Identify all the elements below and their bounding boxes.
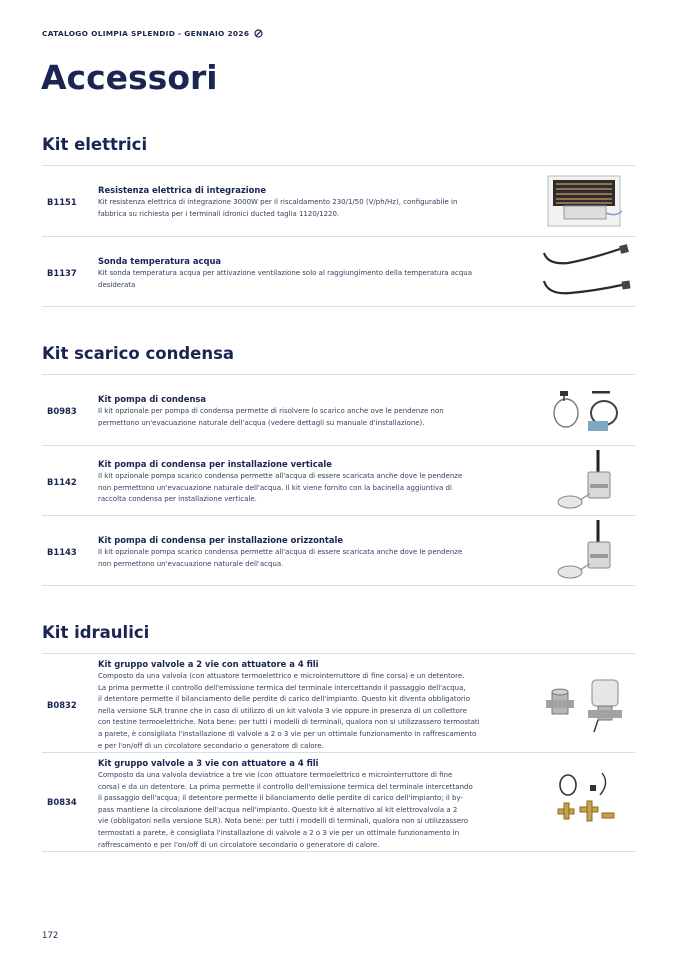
list-item [42, 237, 635, 307]
item-code: B1142 [47, 477, 77, 487]
section-title-kit-scarico-condensa: Kit scarico condensa [42, 344, 235, 363]
item-code: B1151 [47, 197, 77, 207]
item-description: Il kit opzionale per pompa di condensa permette di risolvere lo scarico anche ove le pendenze non permettono un'evacuazione naturale dell'acqua (vedere dettagli su manuale d'installazione). [98, 407, 444, 427]
item-title: Kit pompa di condensa [98, 394, 207, 404]
divider [42, 306, 635, 307]
item-code: B0832 [47, 700, 77, 710]
item-description: Kit resistenza elettrica di integrazione 3000W per il riscaldamento 230/1/50 (V/ph/Hz), configurabile in fabbrica su richiesta per i terminali idronici ducted taglia 1120/1220. [98, 198, 458, 218]
item-description: Il kit opzionale pompa scarico condensa permette all'acqua di essere scaricata anche dove le pendenze non permettono un'evacuazione naturale dell'acqua. Il kit viene fornito con la bacinella aggiuntiva di raccolta condensa per installazione verticale. [98, 472, 463, 504]
item-description: Kit sonda temperatura acqua per attivazione ventilazione solo al raggiungimento della temperatura acqua desiderata [98, 269, 473, 289]
item-code: B0834 [47, 797, 77, 807]
water-probe-image [538, 239, 634, 305]
two-way-valve-kit-image [544, 670, 628, 734]
three-way-valve-kit-image [554, 769, 620, 831]
item-title: Kit pompa di condensa per installazione orizzontale [98, 535, 344, 545]
item-code: B0983 [47, 406, 77, 416]
divider [42, 851, 635, 852]
list-item [42, 166, 635, 236]
catalog-header [42, 29, 263, 38]
list-item [42, 753, 635, 851]
list-item [42, 516, 635, 586]
item-title: Resistenza elettrica di integrazione [98, 185, 267, 195]
item-title: Kit gruppo valvole a 2 vie con attuatore a 4 fili [98, 659, 319, 669]
list-item [42, 654, 635, 752]
page-title: Accessori [41, 58, 218, 97]
divider [42, 585, 635, 586]
item-code: B1143 [47, 547, 77, 557]
item-description: Composto da una valvola (con attuatore termoelettrico e microinterruttore di fine corsa) e un detentore. La prima permette il controllo dell'emissione termica del terminale intercettando il passaggio dell'acqua, il detentore permette il bilanciamento delle perdite di carico dell'impianto. Questo kit diventa obbligatorio nella versione SLR tranne che in caso di utilizzo di un kit valvola 3 vie oppure in presenza di un collettore con testine termoelettriche. Nota bene: per tutti i modelli di terminali, qualora non si utilizzassero termostati a parete, è consigliata l'installazione di valvole a 2 o 3 vie per un ottimale funzionamento in raffrescamento e per l'on/off di un circolatore secondario o generatore di calore. [98, 672, 480, 750]
vertical-condensate-pump-image [554, 448, 620, 514]
item-description: Composto da una valvola deviatrice a tre vie (con attuatore termoelettrico e microinterruttore di fine corsa) e da un detentore. La prima permette il controllo dell'emissione termica del terminale intercettando il passaggio dell'acqua; il detentore permette il bilanciamento delle perdite di carico dell'impianto; il by- pass mantiene la circolazione dell'acqua nell'impianto. Questo kit è alternativo al kit elettrovalvola a 2 vie (obbligatori nella versione SLR). Nota bene: per tutti i modelli di terminali, qualora non si utilizzassero termostati a parete, è consigliata l'installazione di valvole a 2 o 3 vie per un ottimale funzionamento in raffrescamento e per l'on/off di un circolatore secondario o generatore di calore. [98, 771, 473, 849]
item-title: Kit pompa di condensa per installazione verticale [98, 459, 332, 469]
horizontal-condensate-pump-image [554, 518, 620, 584]
list-item [42, 375, 635, 445]
item-title: Kit gruppo valvole a 3 vie con attuatore a 4 fili [98, 758, 319, 768]
item-code: B1137 [47, 268, 77, 278]
section-title-kit-idraulici: Kit idraulici [42, 623, 150, 642]
condensate-pump-kit-image [550, 383, 630, 439]
brand-circle-icon [254, 29, 263, 38]
catalog-label: CATALOGO OLIMPIA SPLENDID - GENNAIO 2026 [42, 29, 250, 38]
section-title-kit-elettrici: Kit elettrici [42, 135, 148, 154]
item-description: Il kit opzionale pompa scarico condensa permette all'acqua di essere scaricata anche dove le pendenze non permettono un'evacuazione naturale dell'acqua. [98, 548, 463, 568]
heater-resistance-image [542, 172, 628, 230]
list-item [42, 446, 635, 516]
page-number: 172 [42, 931, 59, 941]
item-title: Sonda temperatura acqua [98, 256, 222, 266]
